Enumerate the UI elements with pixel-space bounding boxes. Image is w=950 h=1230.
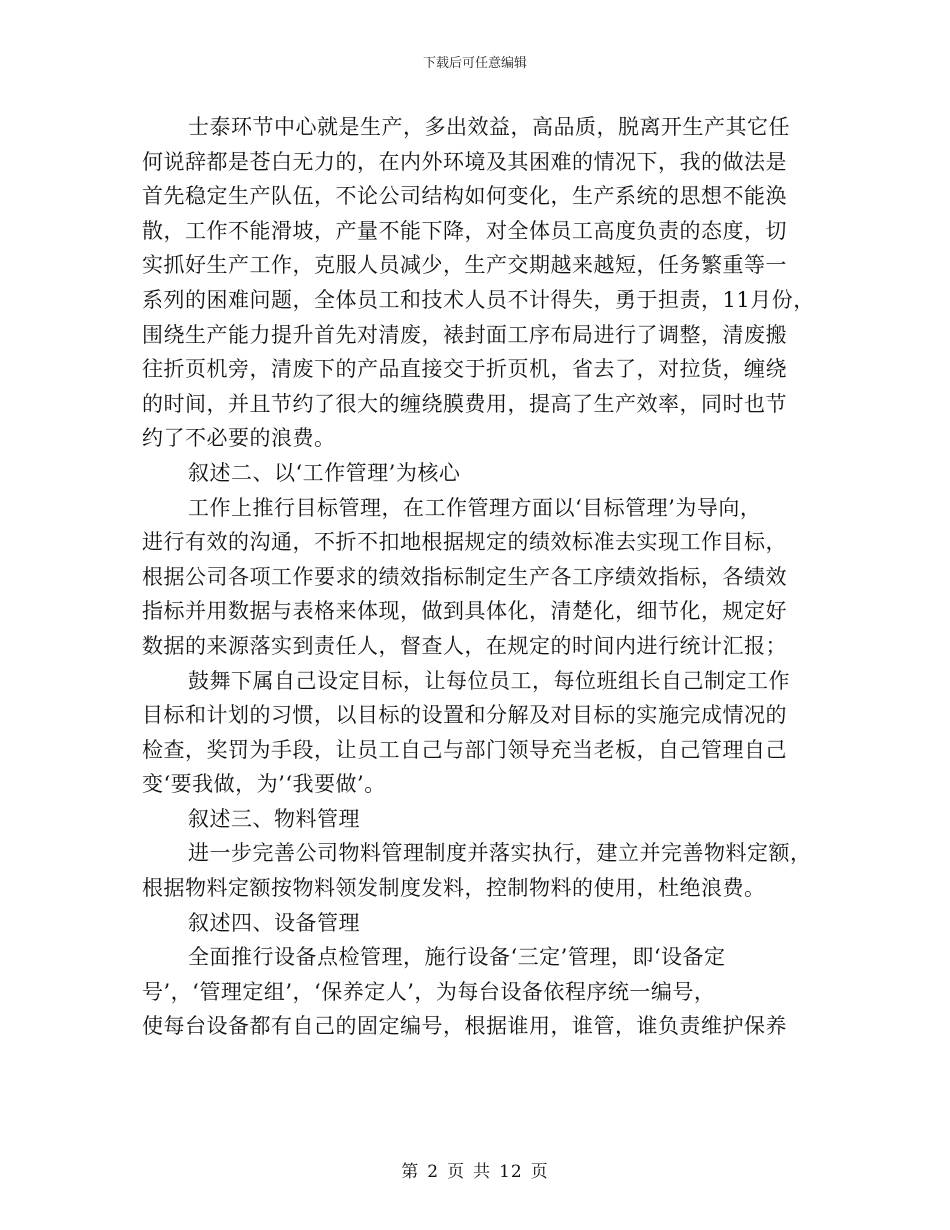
text-line: 叙述三、物料管理: [188, 806, 360, 831]
text-line: 目标和计划的习惯，以目标的设置和分解及对目标的实施完成情况的: [142, 703, 787, 728]
page-footer: [0, 1157, 950, 1182]
footer-total-label: 共: [473, 1162, 492, 1182]
text-line: 约了不必要的浪费。: [142, 426, 336, 451]
text-line: 根据公司各项工作要求的绩效指标制定生产各工序绩效指标，各绩效: [142, 564, 787, 589]
text-line: 变‘要我做，为’‘我要做’。: [142, 772, 386, 797]
text-line: 散，工作不能滑坡，产量不能下降，对全体员工高度负责的态度，切: [142, 218, 787, 243]
text-line: 叙述二、以‘工作管理’为核心: [188, 460, 461, 485]
text-line: 首先稳定生产队伍，不论公司结构如何变化，生产系统的思想不能涣: [142, 184, 787, 209]
text-line: 全面推行设备点检管理，施行设备‘三定’管理，即‘设备定: [188, 945, 726, 970]
text-line: 检查，奖罚为手段，让员工自己与部门领导充当老板，自己管理自己: [142, 737, 787, 762]
text-line: 工作上推行目标管理，在工作管理方面以‘目标管理’为导向，: [188, 495, 762, 520]
text-line: 号’，‘管理定组’，‘保养定人’，为每台设备依程序统一编号，: [142, 979, 716, 1004]
text-line: 使每台设备都有自己的固定编号，根据谁用，谁管，谁负责维护保养: [142, 1014, 787, 1039]
text-line: 进一步完善公司物料管理制度并落实执行，建立并完善物料定额，: [188, 841, 812, 866]
footer-prefix: 第: [401, 1162, 420, 1182]
text-line: 往折页机旁，清废下的产品直接交于折页机，省去了，对拉货，缠绕: [142, 357, 787, 382]
text-line: 士泰环节中心就是生产，多出效益，高品质，脱离开生产其它任: [188, 115, 790, 139]
text-line: 鼓舞下属自己设定目标，让每位员工，每位班组长自己制定工作: [188, 668, 790, 693]
text-line: 围绕生产能力提升首先对清废，裱封面工序布局进行了调整，清废搬: [142, 322, 787, 347]
text-line: 实抓好生产工作，克服人员减少，生产交期越来越短，任务繁重等一: [142, 253, 787, 278]
text-line: 何说辞都是苍白无力的，在内外环境及其困难的情况下，我的做法是: [142, 149, 787, 174]
document-body: [142, 110, 822, 1044]
footer-total-pages: 12: [499, 1162, 523, 1182]
text-line: 的时间，并且节约了很大的缠绕膜费用，提高了生产效率，同时也节: [142, 391, 787, 416]
text-line: 叙述四、设备管理: [188, 910, 360, 935]
text-line: 系列的困难问题，全体员工和技术人员不计得失，勇于担责，11月份，: [142, 287, 815, 312]
page-header: 下载后可任意编辑: [422, 56, 527, 71]
text-line: 数据的来源落实到责任人，督查人，在规定的时间内进行统计汇报；: [142, 633, 787, 658]
text-line: 根据物料定额按物料领发制度发料，控制物料的使用，杜绝浪费。: [142, 876, 766, 901]
footer-suffix: 页: [530, 1162, 549, 1182]
text-line: 指标并用数据与表格来体现，做到具体化，清楚化，细节化，规定好: [142, 599, 787, 624]
footer-page-label: 页: [447, 1162, 466, 1182]
text-line: 进行有效的沟通，不折不扣地根据规定的绩效标准去实现工作目标，: [142, 530, 787, 555]
footer-page-number: 2: [427, 1162, 440, 1182]
